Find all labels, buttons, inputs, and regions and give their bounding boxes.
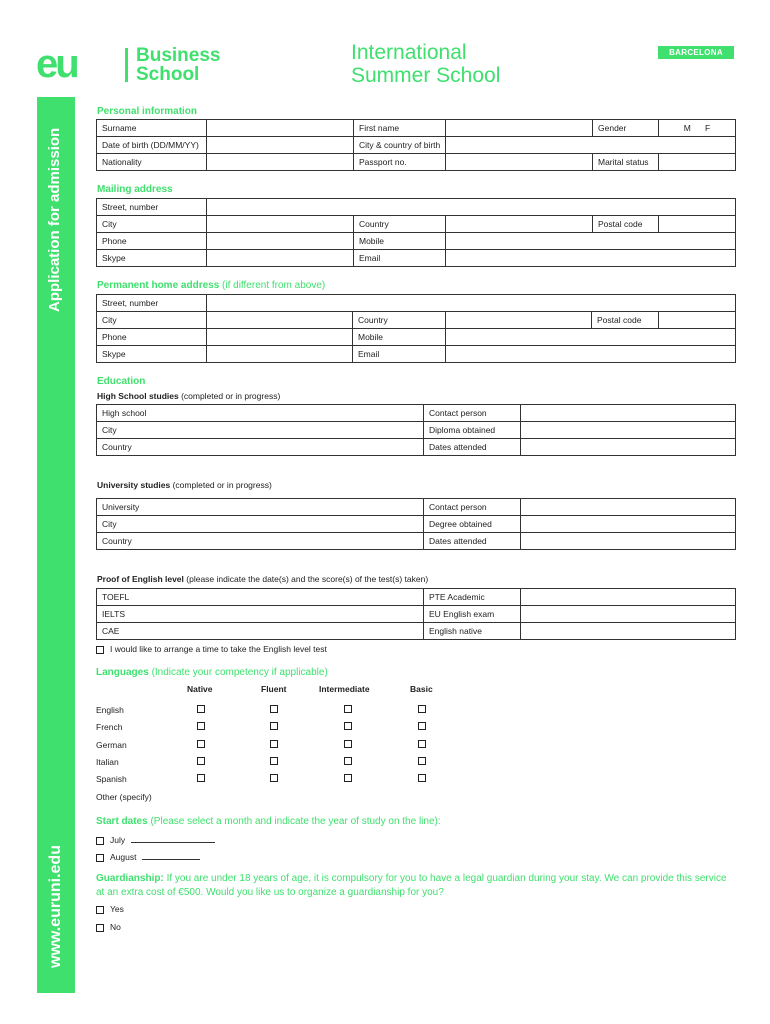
field-uni-contact[interactable] <box>521 499 736 516</box>
checkbox-german-fluent[interactable] <box>270 740 278 748</box>
guardianship-no-option[interactable] <box>96 922 121 932</box>
label-perm-city: City <box>97 312 207 329</box>
august-year-line[interactable] <box>142 859 200 860</box>
label-perm-postal: Postal code <box>592 312 659 329</box>
field-perm-street[interactable] <box>207 295 736 312</box>
checkbox-german-native[interactable] <box>197 740 205 748</box>
label-uni-contact: Contact person <box>424 499 521 516</box>
field-marital[interactable] <box>659 154 736 171</box>
checkbox-french-intermediate[interactable] <box>344 722 352 730</box>
lang-german: German <box>96 740 127 750</box>
field-postal[interactable] <box>659 216 736 233</box>
gender-f[interactable]: F <box>705 123 711 133</box>
field-dob[interactable] <box>207 137 354 154</box>
label-marital: Marital status <box>593 154 659 171</box>
field-surname[interactable] <box>207 120 354 137</box>
field-perm-skype[interactable] <box>207 346 353 363</box>
guardianship-yes-option[interactable] <box>96 904 124 914</box>
lang-english: English <box>96 705 124 715</box>
university-table <box>96 498 736 550</box>
checkbox-italian-basic[interactable] <box>418 757 426 765</box>
field-eu-exam[interactable] <box>521 606 736 623</box>
field-gender[interactable] <box>659 120 736 137</box>
university-heading <box>97 480 272 490</box>
guardianship-text <box>96 872 736 900</box>
field-hs-contact[interactable] <box>521 405 736 422</box>
label-city-country-birth: City & country of birth <box>354 137 446 154</box>
checkbox-english-fluent[interactable] <box>270 705 278 713</box>
start-july-option[interactable] <box>96 835 215 845</box>
languages-note: (Indicate your competency if applicable) <box>148 667 328 678</box>
english-heading-note: (please indicate the date(s) and the score(s) of the test(s) taken) <box>183 574 429 584</box>
field-country[interactable] <box>446 216 593 233</box>
field-passport[interactable] <box>446 154 593 171</box>
yes-label: Yes <box>110 904 124 914</box>
english-table <box>96 588 736 640</box>
logo-word-1: Business <box>136 45 221 66</box>
guardianship-bold: Guardianship: <box>96 873 164 884</box>
august-checkbox[interactable] <box>96 854 104 862</box>
checkbox-english-intermediate[interactable] <box>344 705 352 713</box>
label-postal: Postal code <box>593 216 659 233</box>
field-uni-dates[interactable] <box>521 533 736 550</box>
field-phone[interactable] <box>207 233 354 250</box>
english-test-option[interactable] <box>96 644 327 654</box>
field-email[interactable] <box>446 250 736 267</box>
label-uni-dates: Dates attended <box>424 533 521 550</box>
checkbox-german-basic[interactable] <box>418 740 426 748</box>
english-heading <box>97 574 428 584</box>
no-checkbox[interactable] <box>96 924 104 932</box>
label-uni-degree: Degree obtained <box>424 516 521 533</box>
checkbox-spanish-native[interactable] <box>197 774 205 782</box>
logo-word-2: School <box>136 64 200 85</box>
checkbox-spanish-basic[interactable] <box>418 774 426 782</box>
section-permanent <box>97 280 325 291</box>
section-start-dates <box>96 816 441 827</box>
field-first-name[interactable] <box>446 120 593 137</box>
field-hs-dates[interactable] <box>521 439 736 456</box>
start-august-option[interactable] <box>96 852 200 862</box>
august-label: August <box>110 852 137 862</box>
lang-other: Other (specify) <box>96 792 152 802</box>
label-skype: Skype <box>97 250 207 267</box>
location-badge: BARCELONA <box>658 46 734 59</box>
field-pte[interactable] <box>521 589 736 606</box>
sidebar-title: Application for admission <box>46 127 63 312</box>
section-personal: Personal information <box>97 106 198 117</box>
label-perm-email: Email <box>353 346 446 363</box>
field-uni-degree[interactable] <box>521 516 736 533</box>
field-hs-diploma[interactable] <box>521 422 736 439</box>
section-languages <box>96 667 328 678</box>
label-gender: Gender <box>593 120 659 137</box>
checkbox-french-fluent[interactable] <box>270 722 278 730</box>
section-mailing: Mailing address <box>97 184 173 195</box>
label-passport: Passport no. <box>354 154 446 171</box>
level-fluent: Fluent <box>261 684 287 694</box>
logo-divider <box>125 48 128 82</box>
label-country: Country <box>354 216 446 233</box>
yes-checkbox[interactable] <box>96 906 104 914</box>
label-hs-contact: Contact person <box>424 405 521 422</box>
checkbox-spanish-fluent[interactable] <box>270 774 278 782</box>
label-perm-street: Street, number <box>97 295 207 312</box>
field-uni-city[interactable]: City <box>97 516 424 533</box>
field-perm-mobile[interactable] <box>446 329 736 346</box>
checkbox-english-basic[interactable] <box>418 705 426 713</box>
label-street: Street, number <box>97 199 207 216</box>
field-high-school[interactable]: High school <box>97 405 424 422</box>
label-mobile: Mobile <box>354 233 446 250</box>
checkbox-french-native[interactable] <box>197 722 205 730</box>
personal-table <box>96 119 736 171</box>
label-dob: Date of birth (DD/MM/YY) <box>97 137 207 154</box>
start-note: (Please select a month and indicate the year of study on the line): <box>147 816 441 827</box>
checkbox-italian-fluent[interactable] <box>270 757 278 765</box>
permanent-heading: Permanent home address <box>97 280 220 291</box>
high-school-table <box>96 404 736 456</box>
label-english-native: English native <box>424 623 521 640</box>
july-label: July <box>110 835 126 845</box>
languages-heading: Languages <box>96 667 149 678</box>
label-pte: PTE Academic <box>424 589 521 606</box>
field-ielts[interactable]: IELTS <box>97 606 424 623</box>
level-basic: Basic <box>410 684 433 694</box>
field-hs-city[interactable]: City <box>97 422 424 439</box>
july-year-line[interactable] <box>131 842 215 843</box>
label-eu-exam: EU English exam <box>424 606 521 623</box>
label-hs-dates: Dates attended <box>424 439 521 456</box>
field-perm-country[interactable] <box>446 312 592 329</box>
label-nationality: Nationality <box>97 154 207 171</box>
field-street[interactable] <box>207 199 736 216</box>
field-skype[interactable] <box>207 250 354 267</box>
title-line-1: International <box>351 41 467 64</box>
field-toefl[interactable]: TOEFL <box>97 589 424 606</box>
label-perm-skype: Skype <box>97 346 207 363</box>
field-perm-phone[interactable] <box>207 329 353 346</box>
hs-heading-note: (completed or in progress) <box>178 391 281 401</box>
start-heading: Start dates <box>96 816 148 827</box>
checkbox-german-intermediate[interactable] <box>344 740 352 748</box>
field-uni-country[interactable]: Country <box>97 533 424 550</box>
field-hs-country[interactable]: Country <box>97 439 424 456</box>
field-city[interactable] <box>207 216 354 233</box>
label-perm-country: Country <box>353 312 446 329</box>
permanent-table <box>96 294 736 363</box>
field-city-country-birth[interactable] <box>446 137 736 154</box>
field-perm-city[interactable] <box>207 312 353 329</box>
checkbox-french-basic[interactable] <box>418 722 426 730</box>
level-intermediate: Intermediate <box>319 684 370 694</box>
sidebar-website: www.euruni.edu <box>47 845 64 968</box>
mailing-table <box>96 198 736 267</box>
logo-mark: eu <box>36 42 77 86</box>
label-email: Email <box>354 250 446 267</box>
checkbox-italian-intermediate[interactable] <box>344 757 352 765</box>
uni-heading-note: (completed or in progress) <box>170 480 272 490</box>
guardianship-body: If you are under 18 years of age, it is compulsory for you to have a legal guardian during your stay. We can provide this service at an extra cost of €500. Would you like us to organize a guardianship for you? <box>96 873 727 898</box>
checkbox-italian-native[interactable] <box>197 757 205 765</box>
checkbox-spanish-intermediate[interactable] <box>344 774 352 782</box>
label-first-name: First name <box>354 120 446 137</box>
field-mobile[interactable] <box>446 233 736 250</box>
permanent-note: (if different from above) <box>219 280 326 291</box>
label-city: City <box>97 216 207 233</box>
lang-spanish: Spanish <box>96 774 127 784</box>
logo <box>36 42 221 86</box>
lang-french: French <box>96 722 123 732</box>
label-surname: Surname <box>97 120 207 137</box>
high-school-heading <box>97 391 280 401</box>
title-line-2: Summer School <box>351 64 501 87</box>
label-perm-mobile: Mobile <box>353 329 446 346</box>
section-education: Education <box>97 376 146 387</box>
english-heading-bold: Proof of English level <box>97 574 184 584</box>
field-perm-email[interactable] <box>446 346 736 363</box>
gender-m[interactable]: M <box>683 123 691 133</box>
level-native: Native <box>187 684 213 694</box>
hs-heading-bold: High School studies <box>97 391 179 401</box>
checkbox-english-native[interactable] <box>197 705 205 713</box>
english-test-label: I would like to arrange a time to take the English level test <box>110 644 327 654</box>
field-nationality[interactable] <box>207 154 354 171</box>
label-hs-diploma: Diploma obtained <box>424 422 521 439</box>
uni-heading-bold: University studies <box>97 480 171 490</box>
lang-italian: Italian <box>96 757 119 767</box>
field-university[interactable]: University <box>97 499 424 516</box>
july-checkbox[interactable] <box>96 837 104 845</box>
page-title <box>351 41 500 87</box>
label-perm-phone: Phone <box>97 329 207 346</box>
field-perm-postal[interactable] <box>659 312 736 329</box>
field-cae[interactable]: CAE <box>97 623 424 640</box>
field-english-native[interactable] <box>521 623 736 640</box>
label-phone: Phone <box>97 233 207 250</box>
english-test-checkbox[interactable] <box>96 646 104 654</box>
no-label: No <box>110 922 121 932</box>
